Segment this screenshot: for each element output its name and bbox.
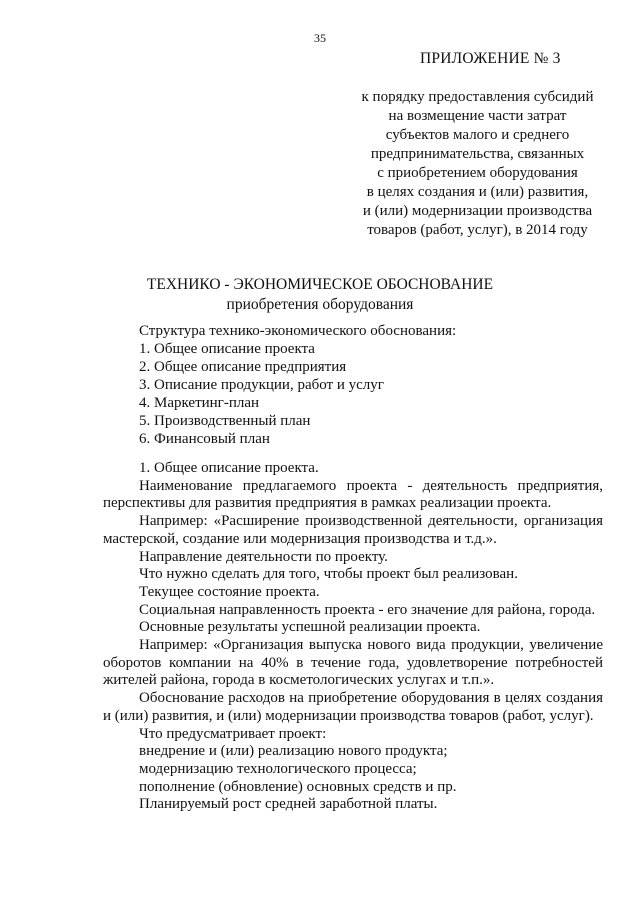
document-title <box>0 275 640 315</box>
paragraph: Основные результаты успешной реализации проекта. <box>139 619 481 636</box>
structure-list <box>139 322 456 448</box>
structure-item: 2. Общее описание предприятия <box>139 359 347 375</box>
structure-item: 5. Производственный план <box>139 413 311 429</box>
paragraph: Планируемый рост средней заработной платы. <box>139 796 438 813</box>
appendix-line: в целях создания и (или) развития, <box>366 184 589 200</box>
appendix-line: на возмещение части затрат <box>388 108 567 124</box>
paragraph: 1. Общее описание проекта. <box>139 460 319 476</box>
paragraph: модернизацию технологического процесса; <box>139 760 417 777</box>
document-title-sub: приобретения оборудования <box>226 296 414 313</box>
appendix-line: к порядку предоставления субсидий <box>361 89 594 105</box>
document-title-main: ТЕХНИКО - ЭКОНОМИЧЕСКОЕ ОБОСНОВАНИЕ <box>146 276 494 293</box>
body-text <box>103 460 603 814</box>
paragraph: Например: «Расширение производственной деятельности, организация мастерской, создание или модернизация производства и т.д.». <box>103 513 603 547</box>
paragraph: Текущее состояние проекта. <box>139 583 320 600</box>
appendix-line: субъектов малого и среднего <box>385 127 570 143</box>
paragraph: Что нужно сделать для того, чтобы проект был реализован. <box>139 566 518 583</box>
appendix-title: ПРИЛОЖЕНИЕ № 3 <box>420 50 561 67</box>
structure-item: 3. Описание продукции, работ и услуг <box>139 377 384 393</box>
paragraph: Например: «Организация выпуска нового вида продукции, увеличение оборотов компании на 40% в течение года, удовлетворение потребностей жителей района, города в косметологических услугах и т.п.». <box>103 637 603 689</box>
appendix-line: товаров (работ, услуг), в 2014 году <box>367 222 588 238</box>
appendix-line: и (или) модернизации производства <box>362 203 593 219</box>
appendix-line: с приобретением оборудования <box>377 165 578 181</box>
appendix-line: предпринимательства, связанных <box>370 146 585 162</box>
page-number: 35 <box>314 31 326 45</box>
appendix-subtitle <box>340 88 615 240</box>
paragraph: внедрение и (или) реализацию нового продукта; <box>139 743 448 760</box>
structure-item: 4. Маркетинг-план <box>139 395 260 411</box>
paragraph: Направление деятельности по проекту. <box>139 548 388 565</box>
structure-item: 1. Общее описание проекта <box>139 341 315 357</box>
structure-item: 6. Финансовый план <box>139 431 270 447</box>
paragraph: Что предусматривает проект: <box>139 725 327 742</box>
paragraph: Наименование предлагаемого проекта - деятельность предприятия, перспективы для развития предприятия в рамках реализации проекта. <box>103 477 603 512</box>
structure-heading: Структура технико-экономического обоснования: <box>139 323 457 339</box>
paragraph: Социальная направленность проекта - его значение для района, города. <box>139 601 596 618</box>
paragraph: пополнение (обновление) основных средств и пр. <box>139 778 457 795</box>
paragraph: Обоснование расходов на приобретение оборудования в целях создания и (или) развития, и (или) модернизации производства товаров (работ, услуг). <box>103 690 603 724</box>
